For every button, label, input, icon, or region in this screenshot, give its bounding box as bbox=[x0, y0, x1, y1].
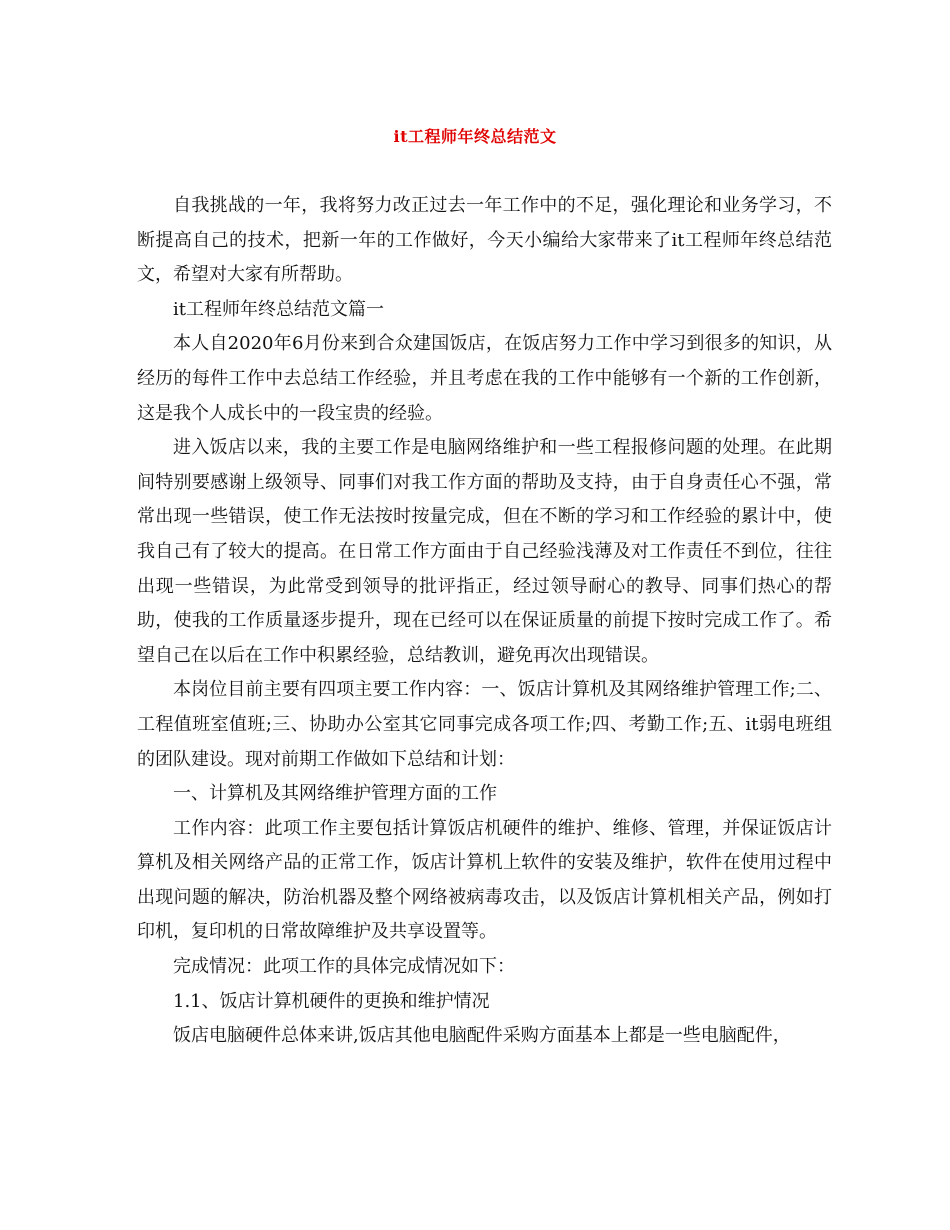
subsection-heading-hardware: 1.1、饭店计算机硬件的更换和维护情况 bbox=[173, 990, 490, 1012]
paragraph-work-content: 工作内容：此项工作主要包括计算饭店机硬件的维护、维修、管理，并保证饭店计算机及相关网络产品的正常工作，饭店计算机上软件的安装及维护，软件在使用过程中出现问题的解决，防治机器及整个网络被病毒攻击，以及饭店计算机相关产品，例如打印机，复印机的日常故障维护及共享设置等。 bbox=[137, 817, 832, 943]
paragraph-arrival: 本人自2020年6月份来到合众建国饭店，在饭店努力工作中学习到很多的知识，从经历的每件工作中去总结工作经验，并且考虑在我的工作中能够有一个新的工作创新，这是我个人成长中的一段宝贵的经验。 bbox=[137, 333, 832, 424]
section-heading-article-one: it工程师年终总结范文篇一 bbox=[173, 298, 384, 320]
section-heading-network-maintenance: 一、计算机及其网络维护管理方面的工作 bbox=[173, 783, 497, 805]
paragraph-completion-status: 完成情况：此项工作的具体完成情况如下： bbox=[173, 956, 515, 978]
paragraph-intro: 自我挑战的一年，我将努力改正过去一年工作中的不足，强化理论和业务学习，不断提高自己的技术，把新一年的工作做好，今天小编给大家带来了it工程师年终总结范文，希望对大家有所帮助。 bbox=[137, 195, 832, 286]
paragraph-job-duties: 本岗位目前主要有四项主要工作内容：一、饭店计算机及其网络维护管理工作;二、工程值班室值班;三、协助办公室其它同事完成各项工作;四、考勤工作;五、it弱电班组的团队建设。现对前期工作做如下总结和计划： bbox=[137, 679, 832, 770]
paragraph-main-work: 进入饭店以来，我的主要工作是电脑网络维护和一些工程报修问题的处理。在此期间特别要感谢上级领导、同事们对我工作方面的帮助及支持，由于自身责任心不强，常常出现一些错误，使工作无法按时按量完成，但在不断的学习和工作经验的累计中，使我自己有了较大的提高。在日常工作方面由于自己经验浅薄及对工作责任不到位，往往出现一些错误，为此常受到领导的批评指正，经过领导耐心的教导、同事们热心的帮助，使我的工作质量逐步提升，现在已经可以在保证质量的前提下按时完成工作了。希望自己在以后在工作中积累经验，总结教训，避免再次出现错误。 bbox=[137, 437, 832, 666]
document-title: it工程师年终总结范文 bbox=[393, 127, 557, 146]
paragraph-hardware-overview: 饭店电脑硬件总体来讲,饭店其他电脑配件采购方面基本上都是一些电脑配件， bbox=[173, 1025, 791, 1047]
document-body bbox=[137, 189, 832, 1054]
